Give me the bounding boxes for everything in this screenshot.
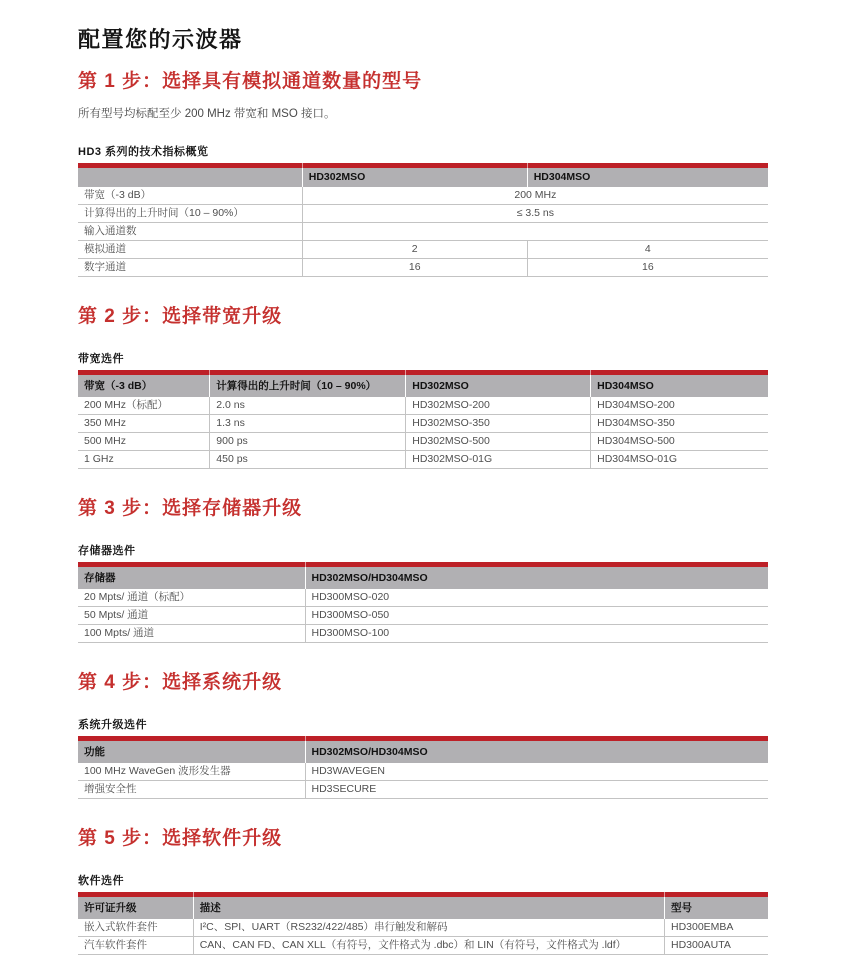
cell-model: HD3WAVEGEN: [305, 763, 768, 781]
header-cell-function: 功能: [78, 741, 305, 763]
cell-model: HD300AUTA: [664, 937, 768, 955]
row-label: 模拟通道: [78, 241, 302, 259]
cell-risetime: 900 ps: [210, 433, 406, 451]
cell-license: 嵌入式软件套件: [78, 919, 193, 937]
header-cell-models: HD302MSO/HD304MSO: [305, 741, 768, 763]
table-row: [78, 625, 768, 643]
memory-options-table: [78, 562, 768, 643]
header-cell-description: 描述: [193, 897, 664, 919]
system-options-table: [78, 736, 768, 799]
cell-bandwidth: 1 GHz: [78, 451, 210, 469]
header-cell-model: 型号: [664, 897, 768, 919]
table-row-bandwidth: [78, 187, 768, 205]
cell-memory: 20 Mpts/ 通道（标配）: [78, 589, 305, 607]
software-options-caption: 软件选件: [78, 875, 124, 887]
table-row: [78, 415, 768, 433]
table-row-digital-channels: [78, 259, 768, 277]
header-cell-hd304mso: HD304MSO: [591, 375, 768, 397]
row-label: 数字通道: [78, 259, 302, 277]
row-label: 计算得出的上升时间（10 – 90%）: [78, 205, 302, 223]
cell-model: HD300EMBA: [664, 919, 768, 937]
cell-memory: 100 Mpts/ 通道: [78, 625, 305, 643]
cell-risetime: 2.0 ns: [210, 397, 406, 415]
step-2-section: [78, 306, 768, 469]
table-row: [78, 589, 768, 607]
table-row-risetime: [78, 205, 768, 223]
cell-model: HD304MSO-200: [591, 397, 768, 415]
step-4-heading: 第 4 步：选择系统升级: [78, 672, 283, 693]
cell-model: HD300MSO-100: [305, 625, 768, 643]
table-header-row: [78, 375, 768, 397]
table-row: [78, 433, 768, 451]
cell-value: 2: [302, 241, 527, 259]
cell-model: HD300MSO-050: [305, 607, 768, 625]
table-header-row: [78, 168, 768, 187]
table-header-row: [78, 741, 768, 763]
table-row: [78, 607, 768, 625]
cell-bandwidth: 500 MHz: [78, 433, 210, 451]
row-label: 带宽（-3 dB）: [78, 187, 302, 205]
cell-description: I²C、SPI、UART（RS232/422/485）串行触发和解码: [193, 919, 664, 937]
bandwidth-options-caption: 带宽选件: [78, 353, 124, 365]
cell-function: 增强安全性: [78, 781, 305, 799]
cell-value: 16: [302, 259, 527, 277]
step-3-section: [78, 498, 768, 643]
cell-model: HD302MSO-01G: [406, 451, 591, 469]
header-cell-license: 许可证升级: [78, 897, 193, 919]
cell-model: HD302MSO-350: [406, 415, 591, 433]
cell-value: [302, 223, 768, 241]
cell-model: HD300MSO-020: [305, 589, 768, 607]
step-1-heading: 第 1 步：选择具有模拟通道数量的型号: [78, 71, 423, 92]
header-cell-risetime: 计算得出的上升时间（10 – 90%）: [210, 375, 406, 397]
memory-options-caption: 存储器选件: [78, 545, 136, 557]
table-row: [78, 781, 768, 799]
header-cell-memory: 存储器: [78, 567, 305, 589]
cell-bandwidth: 200 MHz（标配）: [78, 397, 210, 415]
cell-model: HD302MSO-200: [406, 397, 591, 415]
header-cell-bandwidth: 带宽（-3 dB）: [78, 375, 210, 397]
cell-model: HD304MSO-01G: [591, 451, 768, 469]
table-row-analog-channels: [78, 241, 768, 259]
cell-model: HD304MSO-500: [591, 433, 768, 451]
cell-model: HD302MSO-500: [406, 433, 591, 451]
cell-value: 16: [527, 259, 768, 277]
step-5-heading: 第 5 步：选择软件升级: [78, 828, 283, 849]
bandwidth-options-table: [78, 370, 768, 469]
system-options-caption: 系统升级选件: [78, 719, 147, 731]
table-header-row: [78, 567, 768, 589]
cell-model: HD3SECURE: [305, 781, 768, 799]
table-row: [78, 397, 768, 415]
step-1-intro: 所有型号均标配至少 200 MHz 带宽和 MSO 接口。: [78, 108, 336, 120]
cell-risetime: 1.3 ns: [210, 415, 406, 433]
step-2-heading: 第 2 步：选择带宽升级: [78, 306, 283, 327]
table-row-input-channels: [78, 223, 768, 241]
table-row: [78, 763, 768, 781]
cell-description: CAN、CAN FD、CAN XLL（有符号，文件格式为 .dbc）和 LIN（有符号，文件格式为 .ldf）: [193, 937, 664, 955]
spec-overview-table: [78, 163, 768, 277]
step-3-heading: 第 3 步：选择存储器升级: [78, 498, 303, 519]
step-1-section: [78, 71, 768, 277]
table-header-row: [78, 897, 768, 919]
software-options-table: [78, 892, 768, 955]
row-label: 输入通道数: [78, 223, 302, 241]
spec-overview-caption: HD3 系列的技术指标概览: [78, 146, 209, 158]
table-row: [78, 451, 768, 469]
cell-value: ≤ 3.5 ns: [302, 205, 768, 223]
step-5-section: [78, 828, 768, 955]
cell-license: 汽车软件套件: [78, 937, 193, 955]
cell-value: 200 MHz: [302, 187, 768, 205]
cell-function: 100 MHz WaveGen 波形发生器: [78, 763, 305, 781]
page-title: 配置您的示波器: [78, 27, 243, 52]
cell-memory: 50 Mpts/ 通道: [78, 607, 305, 625]
cell-value: 4: [527, 241, 768, 259]
header-cell-hd302mso: HD302MSO: [302, 168, 527, 187]
cell-risetime: 450 ps: [210, 451, 406, 469]
step-4-section: [78, 672, 768, 799]
table-row: [78, 919, 768, 937]
cell-model: HD304MSO-350: [591, 415, 768, 433]
table-row: [78, 937, 768, 955]
header-cell-hd302mso: HD302MSO: [406, 375, 591, 397]
header-cell-blank: [78, 168, 302, 187]
header-cell-models: HD302MSO/HD304MSO: [305, 567, 768, 589]
cell-bandwidth: 350 MHz: [78, 415, 210, 433]
header-cell-hd304mso: HD304MSO: [527, 168, 768, 187]
